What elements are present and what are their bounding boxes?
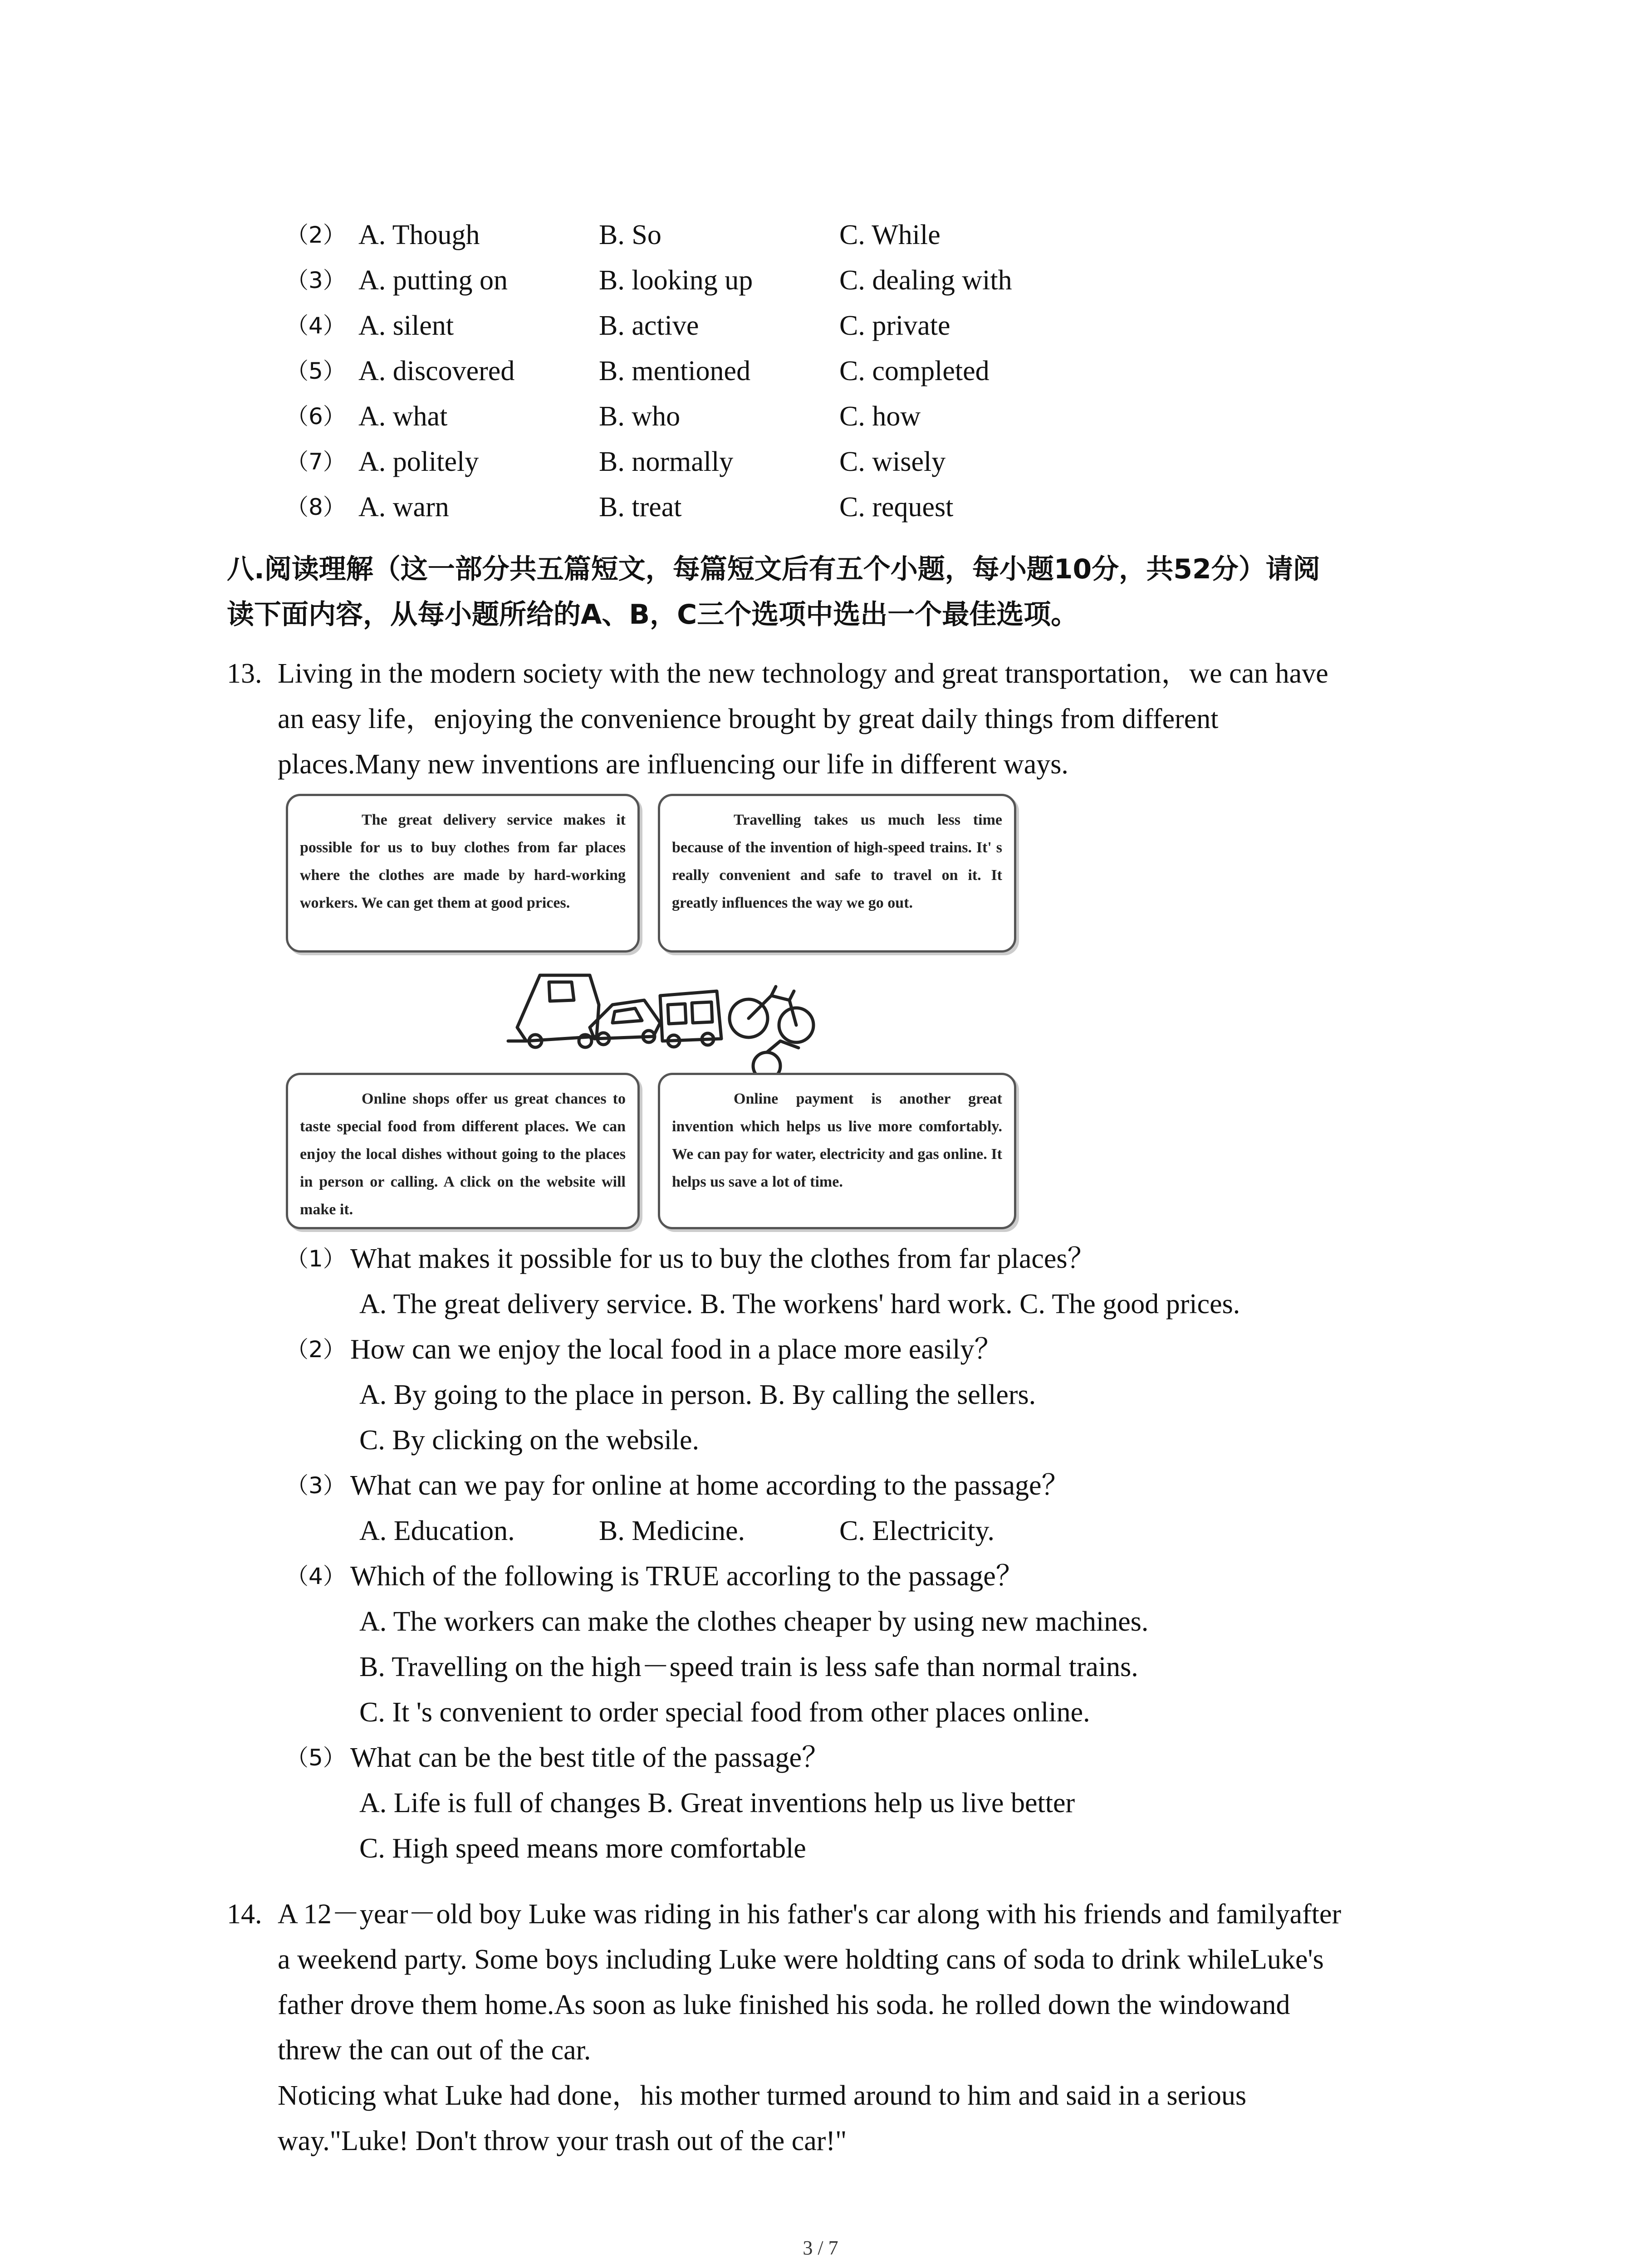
option-b: B. So: [599, 220, 661, 250]
option-c: C. While: [839, 220, 941, 250]
subquestion-text: Which of the following is TRUE accorling to the passage？: [350, 1561, 1024, 1592]
option-b: B. active: [599, 310, 699, 341]
item-number: （4）: [286, 313, 346, 339]
answer-options: C. By clicking on the websile.: [359, 1425, 700, 1456]
answer-option-a: A. The workers can make the clothes cheaper by using new machines.: [359, 1606, 1149, 1637]
answer-option-b: B. Medicine.: [599, 1515, 745, 1546]
option-c: C. wisely: [839, 446, 946, 477]
option-a: A. Though: [358, 220, 480, 250]
answer-option-c: C. Electricity.: [839, 1515, 995, 1546]
section-heading-line1: 八.阅读理解（这一部分共五篇短文，每篇短文后有五个小题，每小题10分，共52分）请阅: [227, 553, 1320, 585]
item-number: （8）: [286, 494, 346, 520]
subquestion-text: What makes it possible for us to buy the clothes from far places？: [350, 1243, 1096, 1274]
answer-option-a: A. Education.: [359, 1515, 515, 1546]
item-number: （6）: [286, 403, 346, 430]
passage-line: Noticing what Luke had done，his mother turmed around to him and said in a serious: [278, 2080, 1247, 2111]
option-a: A. what: [358, 401, 448, 432]
item-number: （5）: [286, 358, 346, 384]
answer-options: A. By going to the place in person. B. By calling the sellers.: [359, 1379, 1036, 1410]
passage-line: Living in the modern society with the new technology and great transportation，we can have: [278, 658, 1328, 689]
option-b: B. treat: [599, 492, 682, 523]
question-number: 13.: [227, 658, 262, 689]
subquestion-text: How can we enjoy the local food in a place more easily？: [350, 1334, 1003, 1365]
option-b: B. mentioned: [599, 356, 751, 386]
passage-line: places.Many new inventions are influencing our life in different ways.: [278, 749, 1068, 780]
vehicles-illustration: [499, 950, 826, 1082]
passage-line: threw the can out of the car.: [278, 2035, 591, 2066]
option-row: [286, 485, 1193, 531]
subquestion-text: What can be the best title of the passage？: [350, 1742, 830, 1773]
option-b: B. normally: [599, 446, 734, 477]
question-number: 14.: [227, 1899, 262, 1930]
option-row: [286, 440, 1193, 485]
option-row: [286, 213, 1193, 259]
subquestion-number: （4）: [286, 1563, 346, 1589]
subquestion-number: （5）: [286, 1745, 346, 1771]
option-c: C. private: [839, 310, 950, 341]
option-a: A. putting on: [358, 265, 508, 296]
option-a: A. silent: [358, 310, 454, 341]
answer-option-b: B. Travelling on the high－speed train is less safe than normal trains.: [359, 1652, 1138, 1682]
subquestion-text: What can we pay for online at home according to the passage？: [350, 1470, 1070, 1501]
subquestion-number: （1）: [286, 1246, 346, 1272]
answer-options: C. High speed means more comfortable: [359, 1833, 806, 1864]
section-heading-line2: 读下面内容，从每小题所给的A、B，C三个选项中选出一个最佳选项。: [227, 599, 1078, 631]
option-row: [286, 395, 1193, 440]
answer-option-c: C. It 's convenient to order special food from other places online.: [359, 1697, 1090, 1728]
info-card-online-shops: Online shops offer us great chances to taste special food from different places. We can enjoy the local dishes without going to the places in person or calling. A click on the website will make it.: [286, 1073, 640, 1229]
option-a: A. warn: [358, 492, 449, 523]
option-c: C. request: [839, 492, 954, 523]
option-c: C. completed: [839, 356, 989, 386]
passage-figure: [281, 794, 1016, 1229]
subquestion-number: （3）: [286, 1472, 346, 1499]
info-card-train: Travelling takes us much less time because of the invention of high-speed trains. It' s really convenient and safe to travel on it. It greatly influences the way we go out.: [658, 794, 1016, 953]
item-number: （7）: [286, 449, 346, 475]
passage-line: an easy life，enjoying the convenience brought by great daily things from different: [278, 704, 1219, 734]
page-number: 3 / 7: [803, 2237, 838, 2259]
option-c: C. dealing with: [839, 265, 1012, 296]
passage-line: A 12－year－old boy Luke was riding in his father's car along with his friends and familyafter: [278, 1899, 1342, 1930]
item-number: （2）: [286, 222, 346, 248]
passage-line: father drove them home.As soon as luke finished his soda. he rolled down the windowand: [278, 1989, 1290, 2020]
info-card-delivery: The great delivery service makes it possible for us to buy clothes from far places where the clothes are made by hard-working workers. We can get them at good prices.: [286, 794, 640, 953]
answer-options: A. Life is full of changes B. Great inventions help us live better: [359, 1788, 1075, 1818]
option-a: A. discovered: [358, 356, 515, 386]
option-b: B. looking up: [599, 265, 753, 296]
item-number: （3）: [286, 267, 346, 293]
info-card-online-payment: Online payment is another great invention which helps us live more comfortably. We can pay for water, electricity and gas online. It helps us save a lot of time.: [658, 1073, 1016, 1229]
answer-options: A. The great delivery service. B. The workens' hard work. C. The good prices.: [359, 1289, 1240, 1320]
option-row: [286, 304, 1193, 349]
option-a: A. politely: [358, 446, 479, 477]
passage-line: way."Luke! Don't throw your trash out of the car!": [278, 2126, 847, 2156]
option-c: C. how: [839, 401, 921, 432]
subquestion-number: （2）: [286, 1336, 346, 1363]
option-b: B. who: [599, 401, 681, 432]
option-row: [286, 259, 1193, 304]
passage-line: a weekend party. Some boys including Luke were holdting cans of soda to drink whileLuke's: [278, 1944, 1324, 1975]
option-row: [286, 349, 1193, 395]
